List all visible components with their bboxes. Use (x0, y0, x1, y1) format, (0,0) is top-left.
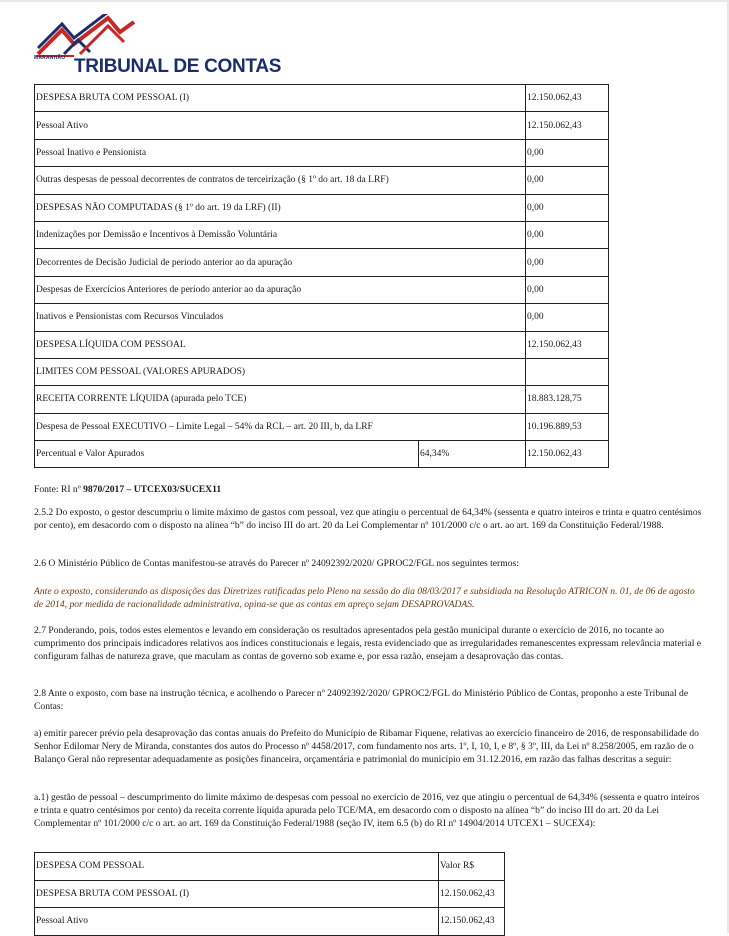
table-row (35, 358, 609, 385)
row-label: Despesas de Exercícios Anteriores de período anterior ao da apuração (35, 276, 526, 303)
row-value: 12.150.062,43 (439, 908, 505, 936)
row-label: Decorrentes de Decisão Judicial de período anterior ao da apuração (35, 249, 526, 276)
personnel-expense-table (34, 84, 609, 468)
paragraph-2-5-2: 2.5.2 Do exposto, o gestor descumpriu o limite máximo de gastos com pessoal, vez que atingiu o percentual de 64,34% (sessenta e quatro inteiros e trinta e quatro centésimos por cento), em desacordo com o disposto na alínea “b” do inciso III do art. 20 da Lei Complementar nº 101/2000 c/c o art. ao art. 169 da Constituição Federal/1988. (34, 507, 702, 531)
row-value: 12.150.062,43 (439, 880, 505, 908)
table-row (35, 167, 609, 194)
row-label: Inativos e Pensionistas com Recursos Vinculados (35, 304, 526, 331)
table-row (35, 880, 505, 908)
row-label: DESPESAS NÃO COMPUTADAS (§ 1º do art. 19 da LRF) (II) (35, 194, 526, 221)
table-row (35, 386, 609, 413)
row-value (526, 358, 609, 385)
table-row (35, 139, 609, 166)
paragraph-a1: a.1) gestão de pessoal – descumprimento do limite máximo de despesas com pessoal no exercício de 2016, vez que atingiu o percentual de 64,34% (sessenta e quatro inteiros e trinta e quatro centésimos por cento) da receita corrente líquida apurada pelo TCE/MA, em desacordo com o disposto na alínea “b” do inciso III do art. 20 da Lei Complementar nº 101/2000 c/c o art. ao art. 169 da Constituição Federal/1988 (seção IV, item 6.5 (b) do RI nº 14904/2014 UTCEX1 – SUCEX4): (34, 792, 700, 829)
table-row (35, 908, 505, 936)
source-ref: 9870/2017 – UTCEX03/SUCEX11 (83, 484, 222, 495)
row-label: Pessoal Ativo (35, 112, 526, 139)
logo-title: TRIBUNAL DE CONTAS (74, 56, 282, 77)
paragraph-2-6: 2.6 O Ministério Público de Contas manifestou-se através do Parecer nº 24092392/2020/ GPROC2/FGL nos seguintes termos: (34, 558, 519, 569)
row-value: 12.150.062,43 (526, 112, 609, 139)
table-row (35, 112, 609, 139)
table-row (35, 413, 609, 440)
row-label: Indenizações por Demissão e Incentivos à Demissão Voluntária (35, 221, 526, 248)
row-label: Outras despesas de pessoal decorrentes de contratos de terceirização (§ 1º do art. 18 da LRF) (35, 167, 526, 194)
row-value: 0,00 (526, 194, 609, 221)
row-label: DESPESA BRUTA COM PESSOAL (I) (35, 880, 439, 908)
logo-state-label: MARANHÃO (34, 55, 66, 61)
row-value: 18.883.128,75 (526, 386, 609, 413)
row-label: DESPESA LÍQUIDA COM PESSOAL (35, 331, 526, 358)
paragraph-2-7: 2.7 Ponderando, pois, todos estes elementos e levando em consideração os resultados apresentados pela gestão municipal durante o exercício de 2016, no tocante ao cumprimento dos principais indicadores relativos aos índices constitucionais e legais, resta evidenciado que as irregularidades remanescentes expressam relevância material e configuram falhas de natureza grave, que maculam as contas de governo sob exame e, por essa razão, ensejam a desaprovação das contas. (34, 625, 702, 662)
source-prefix: Fonte: RI nº (34, 484, 84, 495)
ministry-quote: Ante o exposto, considerando as disposições das Diretrizes ratificadas pelo Pleno na sessão do dia 08/03/2017 e subsidiada na Resolução ATRICON n. 01, de 06 de agosto de 2014, por medida de racionalidade administrativa, opina-se que as contas em apreço sejam DESAPROVADAS. (34, 586, 695, 610)
table-row (35, 249, 609, 276)
table-header-row (35, 853, 505, 881)
row-label: DESPESA BRUTA COM PESSOAL (I) (35, 85, 526, 112)
table-row (35, 276, 609, 303)
row-value: 0,00 (526, 139, 609, 166)
table-row (35, 304, 609, 331)
paragraph-2-8: 2.8 Ante o exposto, com base na instrução técnica, e acolhendo o Parecer nº 24092392/2020/ GPROC2/FGL do Ministério Público de Contas, proponho a este Tribunal de Contas: (34, 688, 689, 712)
row-value: 10.196.889,53 (526, 413, 609, 440)
logo-chart-icon (34, 14, 144, 58)
row-percentage: 64,34% (419, 441, 526, 468)
row-value: 12.150.062,43 (526, 441, 609, 468)
table-row (35, 331, 609, 358)
row-value: 0,00 (526, 167, 609, 194)
row-value: 0,00 (526, 249, 609, 276)
paragraph-a: a) emitir parecer prévio pela desaprovação das contas anuais do Prefeito do Município de Ribamar Fiquene, relativas ao exercício financeiro de 2016, de responsabilidade do Senhor Edilomar Nery de Miranda, constantes dos autos do Processo nº 4458/2017, com fundamento nos arts. 1º, I, 10, I, e 8º, § 3º, III, da Lei nº 8.258/2005, em razão de o Balanço Geral não representar adequadamente as posições financeira, orçamentária e patrimonial do município em 31.12.2016, em razão das falhas descritas a seguir: (34, 728, 699, 765)
table-row (35, 441, 609, 468)
header-value: Valor R$ (439, 853, 505, 881)
row-label: Pessoal Inativo e Pensionista (35, 139, 526, 166)
tce-logo (34, 14, 282, 78)
row-value: 0,00 (526, 304, 609, 331)
table-row (35, 221, 609, 248)
row-label: Percentual e Valor Apurados (35, 441, 419, 468)
row-label: LIMITES COM PESSOAL (VALORES APURADOS) (35, 358, 526, 385)
row-label: RECEITA CORRENTE LÍQUIDA (apurada pelo TCE) (35, 386, 526, 413)
row-label: Pessoal Ativo (35, 908, 439, 936)
personnel-expense-summary-table (34, 852, 505, 936)
source-line (34, 483, 706, 496)
page-edge-top (0, 0, 729, 2)
header-label: DESPESA COM PESSOAL (35, 853, 439, 881)
row-value: 12.150.062,43 (526, 331, 609, 358)
row-value: 0,00 (526, 276, 609, 303)
table-row (35, 194, 609, 221)
row-label: Despesa de Pessoal EXECUTIVO – Limite Legal – 54% da RCL – art. 20 III, b, da LRF (35, 413, 526, 440)
row-value: 0,00 (526, 221, 609, 248)
table-row (35, 85, 609, 112)
row-value: 12.150.062,43 (526, 85, 609, 112)
